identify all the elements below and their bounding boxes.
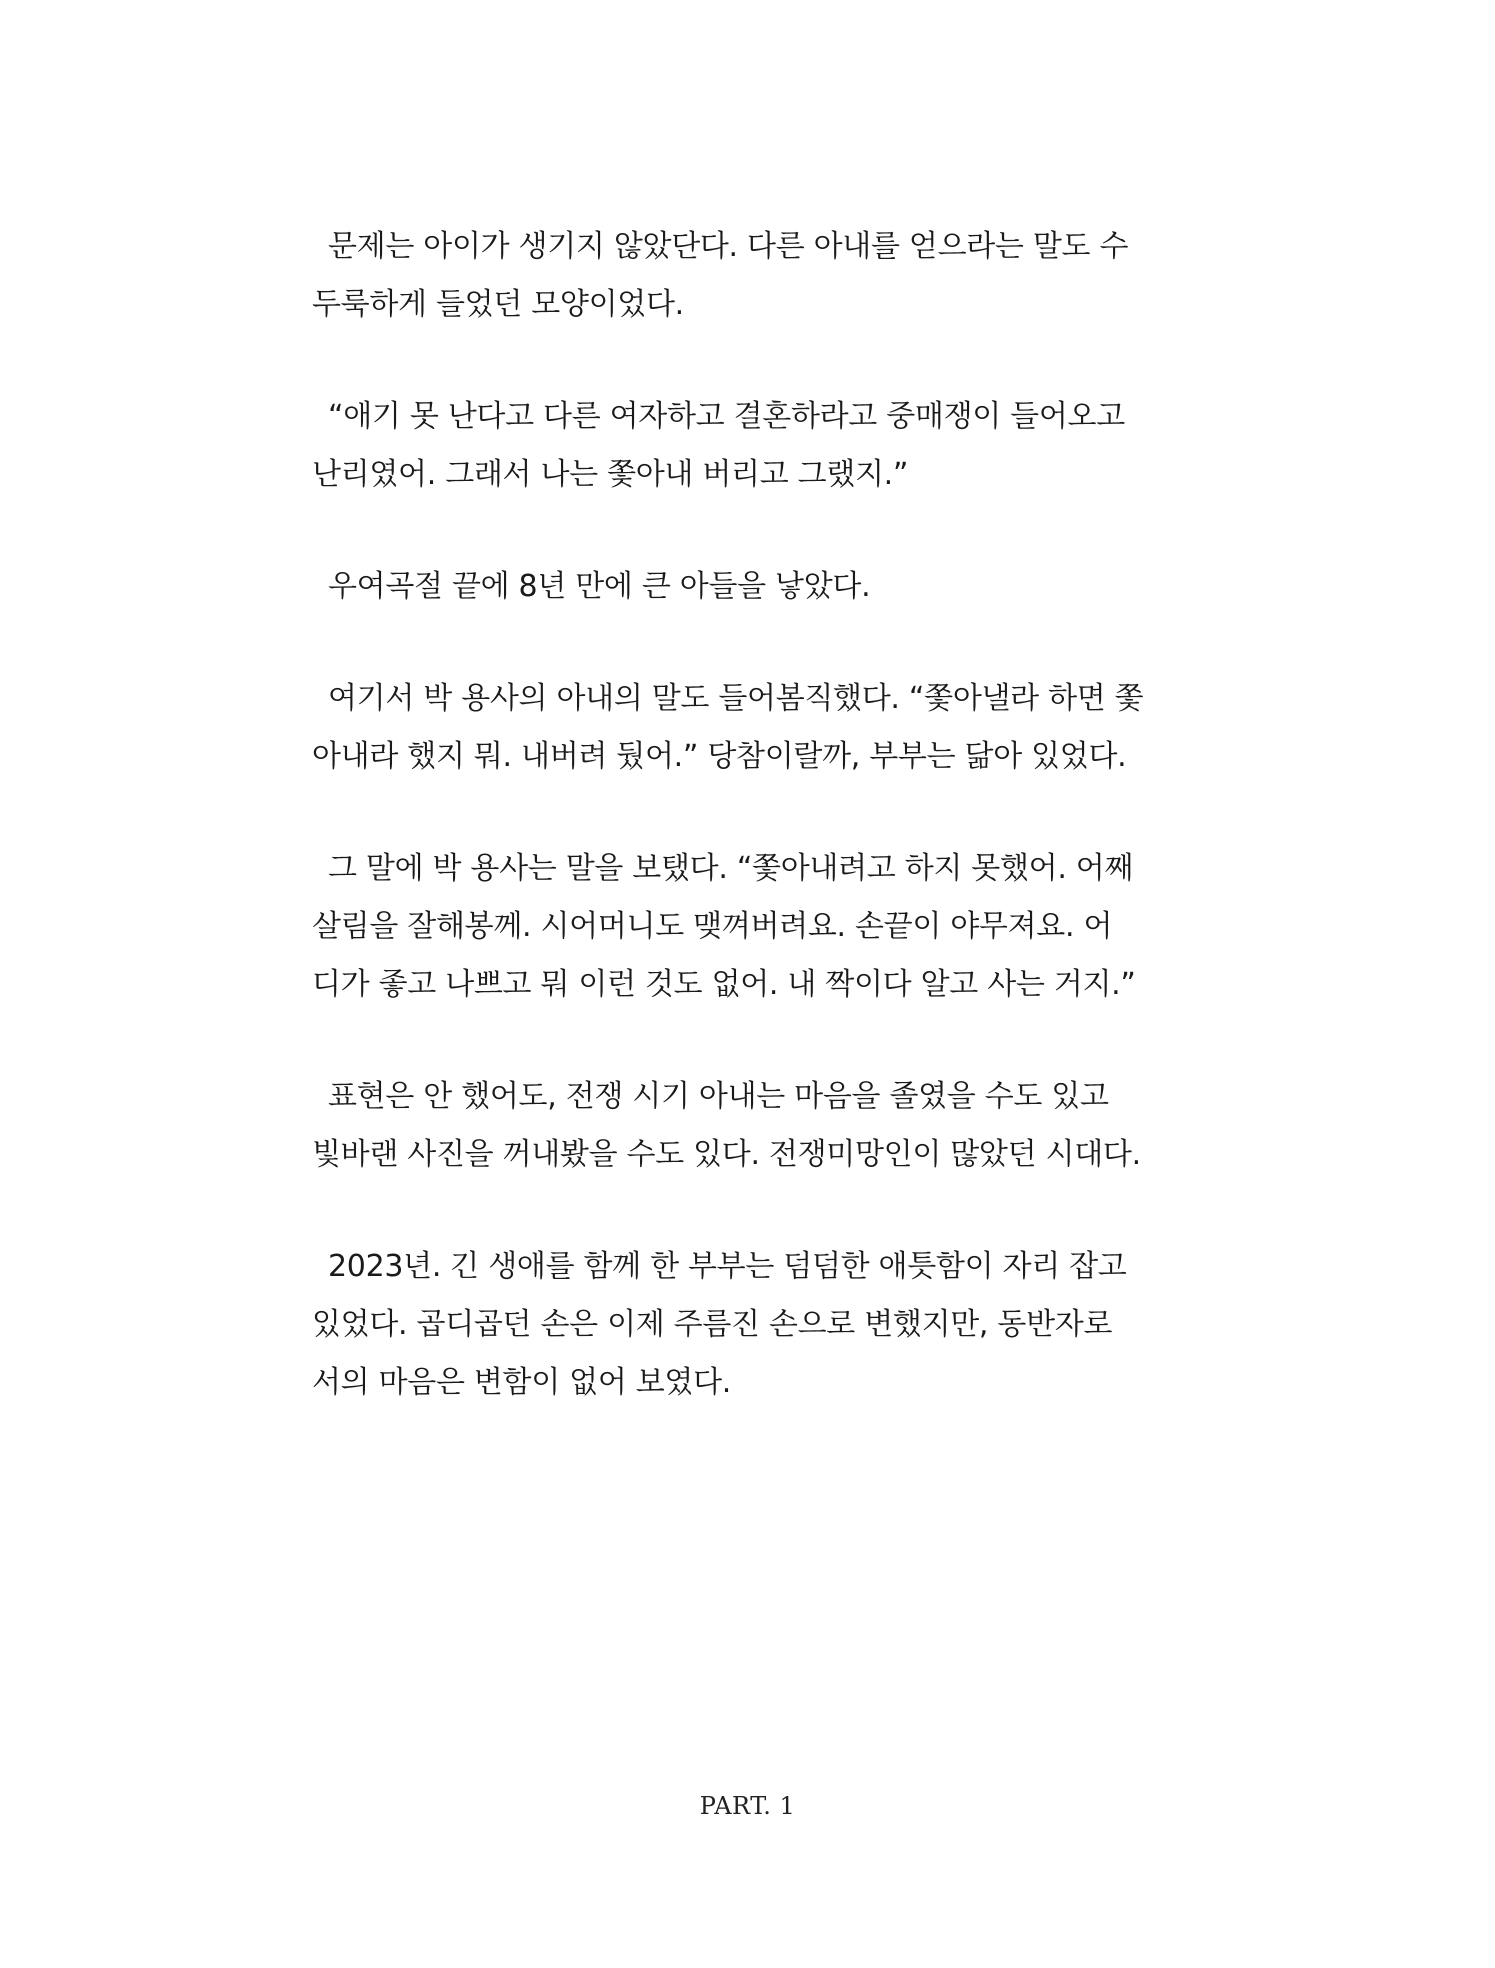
paragraph-2-quote xyxy=(312,388,1188,504)
paragraph-7 xyxy=(312,1238,1188,1412)
text-line: 살림을 잘해봉께. 시어머니도 맺껴버려요. 손끝이 야무져요. 어 xyxy=(312,909,1113,944)
page-folio: PART. 1 xyxy=(699,1792,796,1820)
paragraph-3 xyxy=(312,558,1188,616)
text-line: 우여곡절 끝에 8년 만에 큰 아들을 낳았다. xyxy=(328,569,871,604)
text-line: 2023년. 긴 생애를 함께 한 부부는 덤덤한 애틋함이 자리 잡고 xyxy=(328,1249,1127,1284)
paragraph-6 xyxy=(312,1068,1188,1184)
text-line: 그 말에 박 용사는 말을 보탰다. “쫓아내려고 하지 못했어. 어째 xyxy=(328,851,1134,886)
text-line: 빛바랜 사진을 꺼내봤을 수도 있다. 전쟁미망인이 많았던 시대다. xyxy=(312,1137,1141,1172)
text-line: 디가 좋고 나쁘고 뭐 이런 것도 없어. 내 짝이다 알고 사는 거지.” xyxy=(312,967,1136,1002)
text-line: 문제는 아이가 생기지 않았단다. 다른 아내를 얻으라는 말도 수 xyxy=(328,229,1129,264)
text-line: 표현은 안 했어도, 전쟁 시기 아내는 마음을 졸였을 수도 있고 xyxy=(328,1079,1109,1114)
paragraph-4 xyxy=(312,670,1188,786)
body-text xyxy=(312,218,1188,1466)
text-line: 아내라 했지 뭐. 내버려 뒀어.” 당참이랄까, 부부는 닮아 있었다. xyxy=(312,739,1127,774)
text-line: 난리였어. 그래서 나는 쫓아내 버리고 그랬지.” xyxy=(312,457,909,492)
text-line: 있었다. 곱디곱던 손은 이제 주름진 손으로 변했지만, 동반자로 xyxy=(312,1307,1113,1342)
paragraph-1 xyxy=(312,218,1188,334)
text-line: 두룩하게 들었던 모양이었다. xyxy=(312,287,684,322)
text-line: 서의 마음은 변함이 없어 보였다. xyxy=(312,1365,732,1400)
text-line: “애기 못 난다고 다른 여자하고 결혼하라고 중매쟁이 들어오고 xyxy=(328,399,1125,434)
text-line: 여기서 박 용사의 아내의 말도 들어봄직했다. “쫓아낼라 하면 쫓 xyxy=(328,681,1144,716)
paragraph-5 xyxy=(312,840,1188,1014)
